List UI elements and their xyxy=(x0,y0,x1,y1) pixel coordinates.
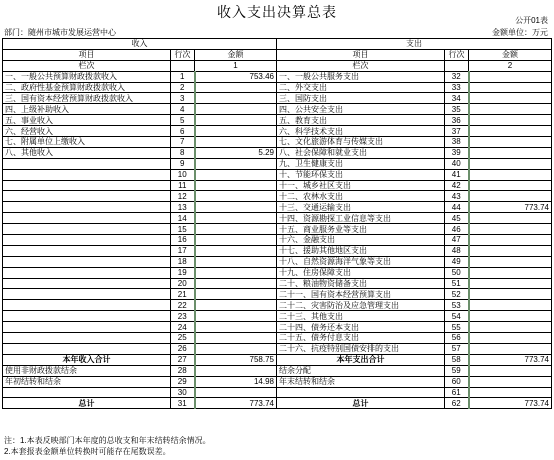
expense-item-cell: 十、节能环保支出 xyxy=(277,169,445,180)
table-row xyxy=(3,169,552,180)
income-amount-cell xyxy=(195,278,277,289)
header-row-lanci xyxy=(3,60,552,71)
table-row xyxy=(3,387,552,398)
income-amount-cell xyxy=(195,245,277,256)
expense-item-cell: 总计 xyxy=(277,398,445,409)
income-amount-cell xyxy=(195,322,277,333)
expense-rowno-cell: 50 xyxy=(445,267,469,278)
income-item-cell xyxy=(3,387,171,398)
expense-item-cell: 二十五、债务付息支出 xyxy=(277,333,445,344)
expense-item-cell: 五、教育支出 xyxy=(277,115,445,126)
income-item-cell xyxy=(3,202,171,213)
income-amount-cell: 753.46 xyxy=(195,71,277,82)
expense-item-cell: 十二、农林水支出 xyxy=(277,191,445,202)
income-item-cell: 本年收入合计 xyxy=(3,354,171,365)
expense-amount-cell xyxy=(469,93,552,104)
income-item-cell: 三、国有资本经营预算财政拨款收入 xyxy=(3,93,171,104)
income-rowno-cell: 17 xyxy=(171,245,195,256)
expense-amount-cell xyxy=(469,387,552,398)
income-rowno-cell: 10 xyxy=(171,169,195,180)
income-amount-cell: 773.74 xyxy=(195,398,277,409)
income-item-cell xyxy=(3,256,171,267)
income-item-cell xyxy=(3,191,171,202)
income-amount-cell xyxy=(195,365,277,376)
income-rowno-cell: 11 xyxy=(171,180,195,191)
income-rowno-cell: 12 xyxy=(171,191,195,202)
income-item-cell xyxy=(3,278,171,289)
income-amount-cell xyxy=(195,333,277,344)
income-rowno-cell: 22 xyxy=(171,300,195,311)
table-row xyxy=(3,322,552,333)
expense-amount-cell xyxy=(469,289,552,300)
expense-rowno-cell: 35 xyxy=(445,104,469,115)
income-rowno-cell: 23 xyxy=(171,311,195,322)
income-rowno-cell: 3 xyxy=(171,93,195,104)
budget-table xyxy=(2,38,552,409)
expense-item-cell: 二十六、抗疫特别国债安排的支出 xyxy=(277,343,445,354)
income-item-cell: 八、其他收入 xyxy=(3,147,171,158)
table-row xyxy=(3,343,552,354)
expense-amount-cell xyxy=(469,311,552,322)
income-amount-cell xyxy=(195,93,277,104)
expense-amount-cell xyxy=(469,245,552,256)
expense-lanci-label: 栏次 xyxy=(277,60,445,71)
income-rowno-cell: 6 xyxy=(171,126,195,137)
expense-rowno-cell: 48 xyxy=(445,245,469,256)
unit-label: 金额单位：万元 xyxy=(492,28,548,37)
income-item-cell: 五、事业收入 xyxy=(3,115,171,126)
income-amount-cell xyxy=(195,311,277,322)
expense-amount-cell: 773.74 xyxy=(469,354,552,365)
expense-item-cell: 十八、自然资源海洋气象等支出 xyxy=(277,256,445,267)
expense-rowno-header: 行次 xyxy=(445,49,469,60)
expense-item-cell: 九、卫生健康支出 xyxy=(277,158,445,169)
table-row xyxy=(3,333,552,344)
expense-item-cell: 十七、援助其他地区支出 xyxy=(277,245,445,256)
expense-item-cell: 十六、金融支出 xyxy=(277,235,445,246)
expense-amount-cell xyxy=(469,278,552,289)
header-row-columns xyxy=(3,49,552,60)
table-row xyxy=(3,398,552,409)
income-rowno-cell: 1 xyxy=(171,71,195,82)
income-amount-cell xyxy=(195,137,277,148)
table-row xyxy=(3,289,552,300)
expense-item-cell: 二十一、国有资本经营预算支出 xyxy=(277,289,445,300)
income-item-cell xyxy=(3,333,171,344)
department-label: 部门：随州市城市发展运营中心 xyxy=(4,28,116,37)
income-amount-cell xyxy=(195,126,277,137)
expense-amount-header: 金额 xyxy=(469,49,552,60)
expense-amount-cell xyxy=(469,267,552,278)
expense-amount-cell xyxy=(469,333,552,344)
table-row xyxy=(3,202,552,213)
expense-amount-cell xyxy=(469,126,552,137)
income-rowno-cell: 14 xyxy=(171,213,195,224)
table-row xyxy=(3,278,552,289)
footnote-line: 2.本套报表金额单位转换时可能存在尾数误差。 xyxy=(4,447,171,456)
table-row xyxy=(3,115,552,126)
income-amount-cell xyxy=(195,158,277,169)
table-row xyxy=(3,376,552,387)
income-rowno-cell: 5 xyxy=(171,115,195,126)
income-item-cell: 二、政府性基金预算财政拨款收入 xyxy=(3,82,171,93)
income-amount-cell xyxy=(195,104,277,115)
income-rowno-cell: 28 xyxy=(171,365,195,376)
income-rowno-cell: 31 xyxy=(171,398,195,409)
income-item-cell xyxy=(3,322,171,333)
expense-rowno-cell: 56 xyxy=(445,333,469,344)
income-rowno-cell: 21 xyxy=(171,289,195,300)
income-rowno-cell: 26 xyxy=(171,343,195,354)
income-item-cell xyxy=(3,235,171,246)
income-amount-cell xyxy=(195,235,277,246)
expense-rowno-cell: 54 xyxy=(445,311,469,322)
expense-rowno-cell: 39 xyxy=(445,147,469,158)
income-rowno-cell: 16 xyxy=(171,235,195,246)
expense-rowno-cell: 52 xyxy=(445,289,469,300)
expense-rowno-cell: 47 xyxy=(445,235,469,246)
expense-item-cell: 二十四、债务还本支出 xyxy=(277,322,445,333)
header-row-sections xyxy=(3,39,552,50)
income-amount-cell xyxy=(195,387,277,398)
expense-rowno-cell: 62 xyxy=(445,398,469,409)
income-lanci-label: 栏次 xyxy=(3,60,171,71)
income-rowno-cell: 8 xyxy=(171,147,195,158)
expense-rowno-cell: 61 xyxy=(445,387,469,398)
income-amount-cell xyxy=(195,343,277,354)
income-item-cell xyxy=(3,245,171,256)
expense-col-number: 2 xyxy=(469,60,552,71)
table-row xyxy=(3,267,552,278)
income-rowno-cell: 24 xyxy=(171,322,195,333)
income-rowno-cell: 15 xyxy=(171,224,195,235)
footnote-line: 注：1.本表反映部门本年度的总收支和年末结转结余情况。 xyxy=(4,436,211,445)
income-amount-cell xyxy=(195,267,277,278)
income-section-header: 收入 xyxy=(3,39,277,50)
table-row xyxy=(3,245,552,256)
income-amount-cell: 14.98 xyxy=(195,376,277,387)
income-amount-cell: 5.29 xyxy=(195,147,277,158)
expense-rowno-cell: 60 xyxy=(445,376,469,387)
expense-amount-cell xyxy=(469,224,552,235)
table-row xyxy=(3,93,552,104)
table-row xyxy=(3,365,552,376)
expense-amount-cell xyxy=(469,191,552,202)
expense-amount-cell xyxy=(469,213,552,224)
income-rowno-header: 行次 xyxy=(171,49,195,60)
expense-amount-cell: 773.74 xyxy=(469,398,552,409)
table-row xyxy=(3,235,552,246)
expense-rowno-cell: 45 xyxy=(445,213,469,224)
expense-amount-cell xyxy=(469,300,552,311)
income-col-number: 1 xyxy=(195,60,277,71)
expense-item-cell: 二十、粮油物资储备支出 xyxy=(277,278,445,289)
income-amount-cell xyxy=(195,300,277,311)
table-row xyxy=(3,256,552,267)
table-row xyxy=(3,180,552,191)
expense-item-header: 项目 xyxy=(277,49,445,60)
expense-rowno-cell: 34 xyxy=(445,93,469,104)
expense-amount-cell xyxy=(469,376,552,387)
expense-amount-cell xyxy=(469,256,552,267)
footnotes xyxy=(4,435,211,457)
income-amount-cell xyxy=(195,289,277,300)
income-amount-cell xyxy=(195,202,277,213)
expense-amount-cell xyxy=(469,104,552,115)
income-rowno-cell: 7 xyxy=(171,137,195,148)
expense-amount-cell xyxy=(469,343,552,354)
expense-item-cell: 二十三、其他支出 xyxy=(277,311,445,322)
expense-item-cell: 十五、商业服务业等支出 xyxy=(277,224,445,235)
table-row xyxy=(3,191,552,202)
expense-rowno-cell: 46 xyxy=(445,224,469,235)
expense-item-cell: 十四、资源勘探工业信息等支出 xyxy=(277,213,445,224)
expense-item-cell: 结余分配 xyxy=(277,365,445,376)
table-row xyxy=(3,71,552,82)
income-item-cell: 一、一般公共预算财政拨款收入 xyxy=(3,71,171,82)
expense-item-cell: 十一、城乡社区支出 xyxy=(277,180,445,191)
expense-amount-cell xyxy=(469,82,552,93)
income-rowno-cell: 29 xyxy=(171,376,195,387)
income-amount-cell xyxy=(195,169,277,180)
expense-item-cell: 六、科学技术支出 xyxy=(277,126,445,137)
expense-item-cell: 八、社会保障和就业支出 xyxy=(277,147,445,158)
table-row xyxy=(3,104,552,115)
expense-rowno-cell: 41 xyxy=(445,169,469,180)
income-item-cell xyxy=(3,158,171,169)
income-amount-header: 金额 xyxy=(195,49,277,60)
income-rowno-cell: 25 xyxy=(171,333,195,344)
income-item-header: 项目 xyxy=(3,49,171,60)
expense-rowno-cell: 33 xyxy=(445,82,469,93)
income-item-cell xyxy=(3,289,171,300)
expense-rowno-cell: 42 xyxy=(445,180,469,191)
expense-amount-cell: 773.74 xyxy=(469,202,552,213)
income-item-cell: 七、附属单位上缴收入 xyxy=(3,137,171,148)
table-row xyxy=(3,147,552,158)
table-row xyxy=(3,300,552,311)
income-amount-cell xyxy=(195,256,277,267)
expense-item-cell: 一、一般公共服务支出 xyxy=(277,71,445,82)
expense-item-cell: 年末结转和结余 xyxy=(277,376,445,387)
income-rowno-cell: 20 xyxy=(171,278,195,289)
expense-item-cell xyxy=(277,387,445,398)
income-rowno-cell: 18 xyxy=(171,256,195,267)
income-item-cell xyxy=(3,300,171,311)
income-rowno-cell: 13 xyxy=(171,202,195,213)
income-item-cell: 总计 xyxy=(3,398,171,409)
income-lanci-empty xyxy=(171,60,195,71)
expense-item-cell: 三、国防支出 xyxy=(277,93,445,104)
income-rowno-cell: 2 xyxy=(171,82,195,93)
table-row xyxy=(3,224,552,235)
expense-item-cell: 十三、交通运输支出 xyxy=(277,202,445,213)
table-title: 收入支出决算总表 xyxy=(217,4,337,20)
income-amount-cell xyxy=(195,224,277,235)
income-item-cell xyxy=(3,267,171,278)
expense-item-cell: 七、文化旅游体育与传媒支出 xyxy=(277,137,445,148)
expense-rowno-cell: 55 xyxy=(445,322,469,333)
income-item-cell xyxy=(3,180,171,191)
expense-amount-cell xyxy=(469,137,552,148)
table-row xyxy=(3,354,552,365)
income-rowno-cell: 27 xyxy=(171,354,195,365)
expense-amount-cell xyxy=(469,115,552,126)
income-amount-cell xyxy=(195,82,277,93)
expense-rowno-cell: 32 xyxy=(445,71,469,82)
income-item-cell xyxy=(3,169,171,180)
expense-rowno-cell: 53 xyxy=(445,300,469,311)
expense-amount-cell xyxy=(469,147,552,158)
table-row xyxy=(3,158,552,169)
expense-amount-cell xyxy=(469,322,552,333)
expense-rowno-cell: 40 xyxy=(445,158,469,169)
income-amount-cell xyxy=(195,191,277,202)
expense-amount-cell xyxy=(469,365,552,376)
income-item-cell xyxy=(3,213,171,224)
income-rowno-cell: 9 xyxy=(171,158,195,169)
table-row xyxy=(3,82,552,93)
income-item-cell: 六、经营收入 xyxy=(3,126,171,137)
expense-lanci-empty xyxy=(445,60,469,71)
expense-rowno-cell: 38 xyxy=(445,137,469,148)
expense-rowno-cell: 43 xyxy=(445,191,469,202)
income-amount-cell: 758.75 xyxy=(195,354,277,365)
expense-rowno-cell: 59 xyxy=(445,365,469,376)
expense-rowno-cell: 36 xyxy=(445,115,469,126)
table-row xyxy=(3,137,552,148)
expense-amount-cell xyxy=(469,180,552,191)
income-amount-cell xyxy=(195,213,277,224)
income-amount-cell xyxy=(195,180,277,191)
table-row xyxy=(3,213,552,224)
income-item-cell: 年初结转和结余 xyxy=(3,376,171,387)
income-item-cell xyxy=(3,343,171,354)
expense-rowno-cell: 44 xyxy=(445,202,469,213)
income-rowno-cell: 4 xyxy=(171,104,195,115)
expense-rowno-cell: 37 xyxy=(445,126,469,137)
expense-rowno-cell: 57 xyxy=(445,343,469,354)
expense-rowno-cell: 58 xyxy=(445,354,469,365)
income-item-cell: 四、上级补助收入 xyxy=(3,104,171,115)
expense-item-cell: 二、外交支出 xyxy=(277,82,445,93)
income-item-cell: 使用非财政拨款结余 xyxy=(3,365,171,376)
expense-rowno-cell: 51 xyxy=(445,278,469,289)
expense-rowno-cell: 49 xyxy=(445,256,469,267)
expense-amount-cell xyxy=(469,158,552,169)
expense-section-header: 支出 xyxy=(277,39,552,50)
expense-item-cell: 四、公共安全支出 xyxy=(277,104,445,115)
expense-item-cell: 二十二、灾害防治及应急管理支出 xyxy=(277,300,445,311)
expense-item-cell: 本年支出合计 xyxy=(277,354,445,365)
expense-amount-cell xyxy=(469,235,552,246)
income-item-cell xyxy=(3,311,171,322)
income-rowno-cell: 19 xyxy=(171,267,195,278)
sheet-number: 公开01表 xyxy=(515,16,548,25)
income-item-cell xyxy=(3,224,171,235)
table-row xyxy=(3,126,552,137)
expense-amount-cell xyxy=(469,169,552,180)
expense-amount-cell xyxy=(469,71,552,82)
expense-item-cell: 十九、住房保障支出 xyxy=(277,267,445,278)
income-amount-cell xyxy=(195,115,277,126)
table-row xyxy=(3,311,552,322)
income-rowno-cell: 30 xyxy=(171,387,195,398)
